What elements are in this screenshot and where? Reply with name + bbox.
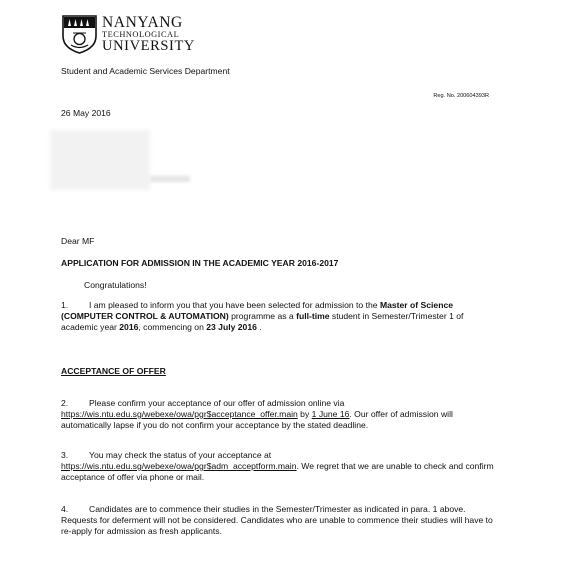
logo-line-university: UNIVERSITY: [102, 38, 195, 54]
reference-number: Reg. No. 200604393R: [433, 93, 489, 99]
acceptance-link[interactable]: https://wis.ntu.edu.sg/webexe/owa/pgr$acceptance_offer.main: [61, 409, 298, 419]
paragraph-number: 2.: [61, 398, 69, 408]
paragraph-text: by: [297, 409, 312, 419]
programme-name: Master of Science (COMPUTER CONTROL & AUTOMATION): [61, 300, 454, 321]
paragraph-text: Please confirm your acceptance of our offer of admission online via: [89, 398, 345, 408]
congratulations-text: Congratulations!: [84, 280, 147, 290]
department-name: Student and Academic Services Department: [61, 66, 230, 76]
paragraph-number: 1.: [61, 300, 69, 310]
paragraph-2: [61, 398, 501, 431]
status-link[interactable]: https://wis.ntu.edu.sg/webexe/owa/pgr$adm_acceptform.main: [61, 461, 297, 471]
logo-line-nanyang: NANYANG: [102, 14, 183, 31]
acceptance-heading: ACCEPTANCE OF OFFER: [61, 366, 166, 376]
paragraph-number: 4.: [61, 504, 69, 514]
paragraph-4: [61, 504, 501, 537]
university-logo-text: [102, 15, 195, 53]
paragraph-number: 3.: [61, 450, 69, 460]
paragraph-text: . Our offer of admission will automatically lapse if you do not confirm your acceptance by the stated deadline.: [61, 409, 453, 430]
salutation: Dear MF: [61, 236, 95, 246]
letter-date: 26 May 2016: [61, 108, 111, 118]
paragraph-text: . We regret that we are unable to check and confirm acceptance of offer via phone or mail.: [61, 461, 494, 482]
paragraph-text: student in Semester/Trimester 1 of academic year: [61, 311, 464, 332]
paragraph-text: .: [256, 322, 262, 332]
paragraph-text: I am pleased to inform you that you have been selected for admission to the: [89, 300, 380, 310]
redacted-address-fragment: [150, 176, 190, 182]
university-seal-icon: [61, 14, 98, 54]
paragraph-1: [61, 300, 501, 333]
commencement-date: 23 July 2016: [206, 322, 257, 332]
letter-heading: APPLICATION FOR ADMISSION IN THE ACADEMIC YEAR 2016-2017: [61, 258, 339, 268]
paragraph-text: Candidates are to commence their studies in the Semester/Trimester as indicated in para. 1 above. Requests for deferment will not be considered. Candidates who are unable to commence their studies will have to re-apply for admission as fresh applicants.: [61, 504, 493, 536]
paragraph-text: , commencing on: [138, 322, 207, 332]
paragraph-3: [61, 450, 501, 483]
academic-year: 2016: [119, 322, 139, 332]
acceptance-deadline: 1 June 16: [311, 409, 350, 419]
paragraph-text: You may check the status of your acceptance at: [89, 450, 272, 460]
logo-line-technological: TECHNOLOGICAL: [102, 30, 180, 39]
paragraph-text: programme as a: [228, 311, 297, 321]
redacted-address-block: [50, 130, 150, 190]
study-mode: full-time: [296, 311, 330, 321]
